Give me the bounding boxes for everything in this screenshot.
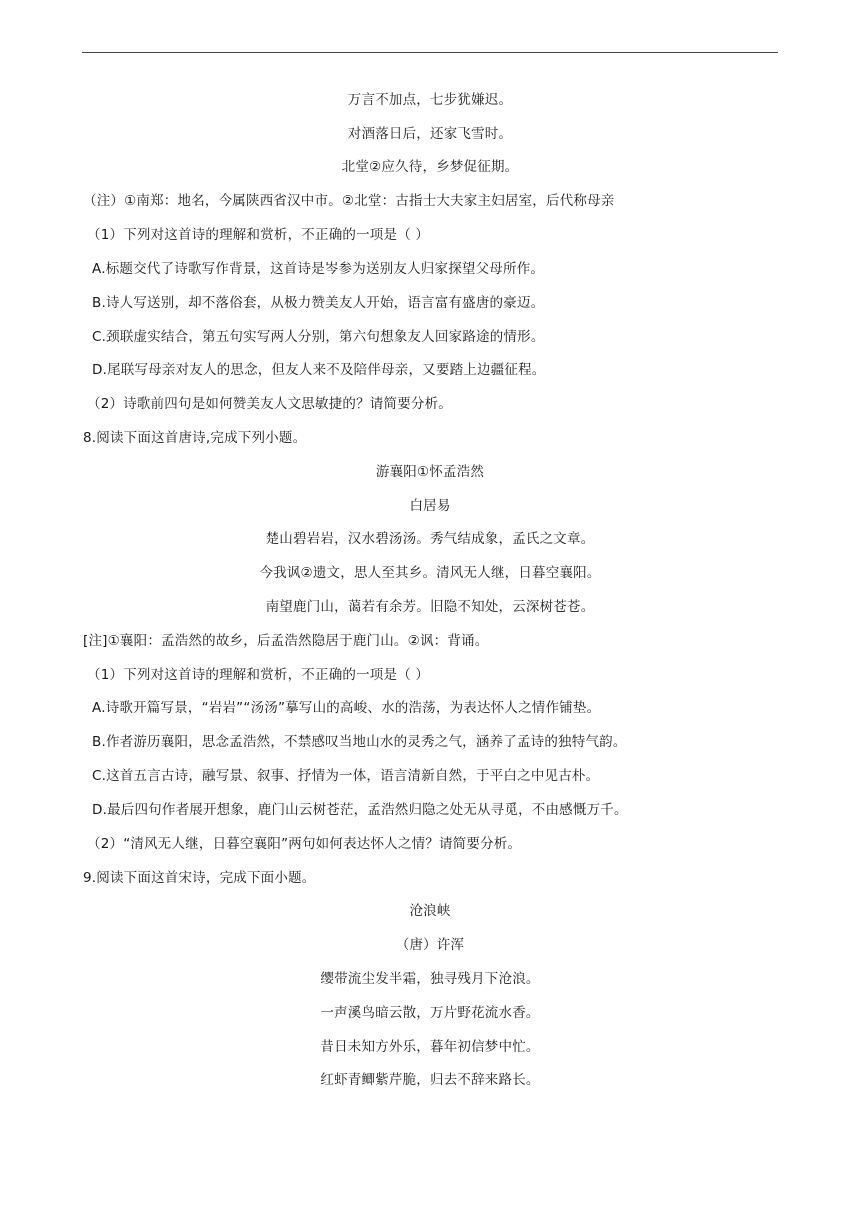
- poem-line: 南望鹿门山，蔼若有余芳。旧隐不知处，云深树苍苍。: [265, 599, 595, 615]
- poem-line: 一声溪鸟暗云散，万片野花流水香。: [320, 1005, 540, 1021]
- poem-author: 白居易: [409, 498, 451, 514]
- poem-title: 游襄阳①怀孟浩然: [375, 464, 485, 480]
- option-b: B.作者游历襄阳，思念孟浩然，不禁感叹当地山水的灵秀之气，涵养了孟诗的独特气韵。: [92, 734, 627, 750]
- poem-line: 今我讽②遗文，思人至其乡。清风无人继，日暮空襄阳。: [259, 565, 601, 581]
- poem-line: 对酒落日后，还家飞雪时。: [347, 126, 513, 142]
- question-heading: 9.阅读下面这首宋诗，完成下面小题。: [83, 870, 316, 886]
- option-c: C.这首五言古诗，融写景、叙事、抒情为一体，语言清新自然，于平白之中见古朴。: [92, 768, 600, 784]
- annotation-note: （注）①南郑：地名，今属陕西省汉中市。②北堂：古指士大夫家主妇居室，后代称母亲: [83, 193, 615, 209]
- option-a: A.标题交代了诗歌写作背景，这首诗是岑参为送别友人归家探望父母所作。: [92, 261, 545, 277]
- poem-line: 红虾青鲫紫芹脆，归去不辞来路长。: [320, 1072, 540, 1088]
- poem-line: 昔日未知方外乐，暮年初信梦中忙。: [320, 1039, 540, 1055]
- annotation-note: [注]①襄阳：孟浩然的故乡，后孟浩然隐居于鹿门山。②讽：背诵。: [83, 633, 489, 649]
- question-stem: （1）下列对这首诗的理解和赏析，不正确的一项是（ ）: [87, 667, 430, 683]
- option-c: C.颈联虚实结合，第五句实写两人分别，第六句想象友人回家路途的情形。: [92, 329, 545, 345]
- option-d: D.尾联写母亲对友人的思念，但友人来不及陪伴母亲，又要踏上边疆征程。: [92, 362, 546, 378]
- question-stem: （2）诗歌前四句是如何赞美友人文思敏捷的？请简要分析。: [87, 396, 452, 412]
- header-rule: [82, 52, 778, 53]
- poem-line: 缨带流尘发半霜，独寻残月下沧浪。: [320, 971, 540, 987]
- option-a: A.诗歌开篇写景，“岩岩”“汤汤”摹写山的高峻、水的浩荡，为表达怀人之情作铺垫。: [92, 700, 601, 716]
- question-stem: （2）“清风无人继，日暮空襄阳”两句如何表达怀人之情？请简要分析。: [87, 836, 522, 852]
- poem-line: 楚山碧岩岩，汉水碧汤汤。秀气结成象，孟氏之文章。: [265, 531, 595, 547]
- poem-line: 万言不加点，七步犹嫌迟。: [347, 92, 513, 108]
- poem-author: （唐）许浑: [395, 937, 465, 953]
- poem-title: 沧浪峡: [409, 903, 451, 919]
- option-b: B.诗人写送别，却不落俗套，从极力赞美友人开始，语言富有盛唐的豪迈。: [92, 295, 545, 311]
- question-heading: 8.阅读下面这首唐诗,完成下列小题。: [83, 430, 307, 446]
- option-d: D.最后四句作者展开想象，鹿门山云树苍茫，孟浩然归隐之处无从寻觅，不由感慨万千。: [92, 802, 628, 818]
- poem-line: 北堂②应久待，乡梦促征期。: [341, 159, 519, 175]
- question-stem: （1）下列对这首诗的理解和赏析，不正确的一项是（ ）: [87, 227, 430, 243]
